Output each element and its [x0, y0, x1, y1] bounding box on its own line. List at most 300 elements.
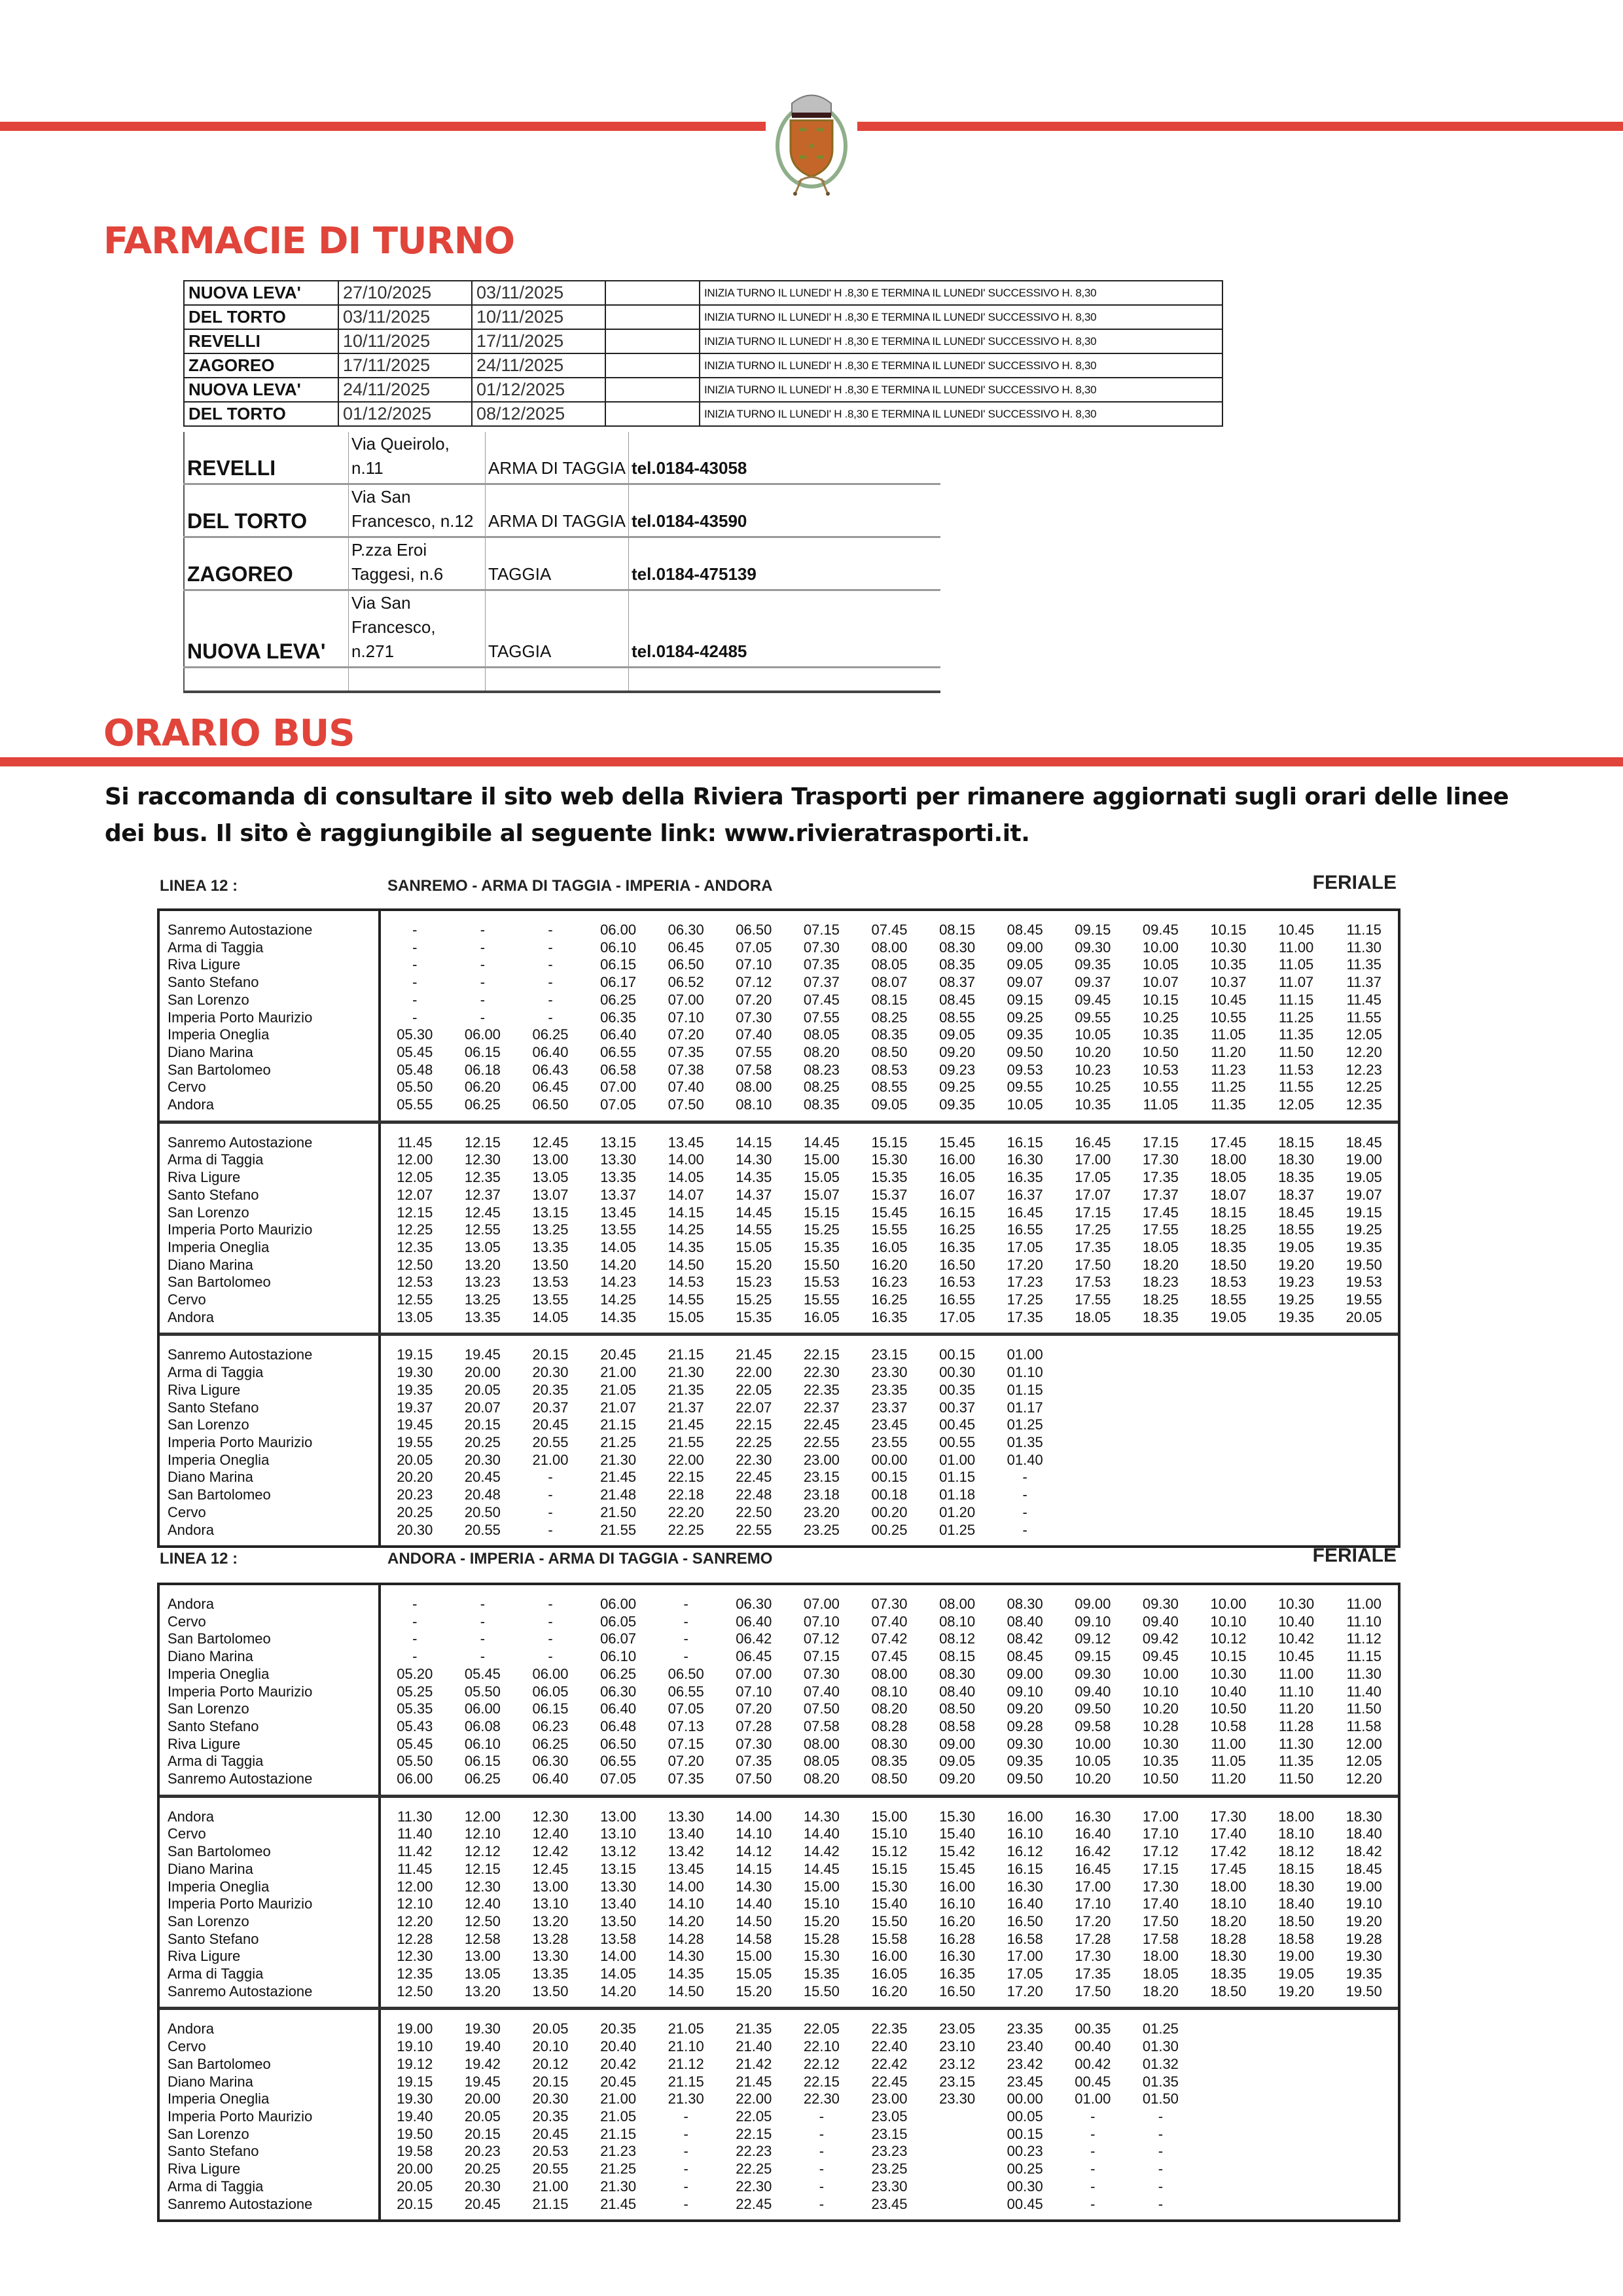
- departure-time: 20.45: [532, 2125, 569, 2142]
- departure-time: 21.23: [600, 2143, 637, 2160]
- departure-time: 23.00: [803, 1451, 840, 1468]
- trip-column: [516, 922, 584, 1114]
- departure-time: 06.50: [668, 1665, 704, 1682]
- pharmacy-city: TAGGIA: [486, 590, 629, 668]
- departure-time: 22.25: [736, 2161, 772, 2178]
- stop-name: Andora: [168, 1808, 214, 1825]
- departure-time: 12.15: [397, 1204, 433, 1221]
- departure-time: 23.15: [871, 1346, 908, 1363]
- stop-name: San Lorenzo: [168, 1204, 249, 1221]
- departure-time: 16.00: [939, 1878, 976, 1895]
- departure-time: 19.00: [397, 2020, 433, 2037]
- departure-time: 16.10: [939, 1895, 976, 1912]
- departure-time: 00.40: [1075, 2038, 1111, 2055]
- departure-time: 07.20: [736, 991, 772, 1008]
- departure-time: 07.10: [803, 1613, 840, 1630]
- stop-name: Andora: [168, 1596, 214, 1612]
- departure-time: 12.05: [1278, 1096, 1315, 1113]
- departure-time: 14.45: [803, 1134, 840, 1151]
- trip-column: [855, 922, 923, 1114]
- departure-time: 16.55: [1007, 1221, 1043, 1238]
- departure-time: 08.25: [803, 1079, 840, 1096]
- departure-time: 20.20: [397, 1469, 433, 1486]
- trip-column: [516, 1134, 584, 1327]
- departure-time: 07.20: [736, 1700, 772, 1717]
- departure-time: 15.45: [939, 1860, 976, 1877]
- departure-time: 18.10: [1210, 1895, 1247, 1912]
- departure-time: 10.35: [1075, 1096, 1111, 1113]
- departure-time: 06.30: [668, 922, 704, 938]
- departure-time: 06.30: [600, 1683, 637, 1700]
- trip-column: [1262, 922, 1330, 1114]
- departure-time: 21.45: [736, 1346, 772, 1363]
- departure-time: 09.23: [939, 1061, 976, 1078]
- departure-time: 10.25: [1075, 1079, 1111, 1096]
- trip-column: [1059, 922, 1127, 1114]
- departure-time: 17.30: [1075, 1948, 1111, 1965]
- departure-time: 20.23: [397, 1486, 433, 1503]
- departure-time: 08.42: [1007, 1630, 1043, 1647]
- departure-time: [923, 2161, 991, 2178]
- trip-column: [584, 922, 652, 1114]
- pharmacy-name: ZAGOREO: [184, 537, 349, 590]
- departure-time: 08.05: [803, 1753, 840, 1770]
- departure-time: 12.15: [464, 1134, 501, 1151]
- departure-time: 10.12: [1210, 1630, 1247, 1647]
- departure-time: 07.40: [736, 1026, 772, 1043]
- departure-grid: [381, 1585, 1398, 1795]
- trip-column: [1127, 1134, 1195, 1327]
- departure-time: -: [819, 2143, 825, 2160]
- departure-time: 20.45: [532, 1416, 569, 1433]
- departure-time: 00.15: [1007, 2125, 1043, 2142]
- departure-time: 15.00: [803, 1151, 840, 1168]
- departure-time: 06.45: [532, 1079, 569, 1096]
- trip-column: [652, 1346, 720, 1539]
- departure-time: 17.35: [1075, 1238, 1111, 1255]
- departure-time: 01.18: [939, 1486, 976, 1503]
- departure-time: 16.50: [939, 1982, 976, 2000]
- departure-time: 14.05: [668, 1169, 704, 1186]
- departure-time: 19.58: [397, 2143, 433, 2160]
- departure-time: 16.05: [803, 1308, 840, 1325]
- departure-time: 18.53: [1210, 1274, 1247, 1291]
- departure-time: 07.30: [736, 1735, 772, 1752]
- stop-name: Andora: [168, 1521, 214, 1538]
- departure-time: 19.37: [397, 1399, 433, 1416]
- departure-time: 07.55: [736, 1043, 772, 1060]
- departure-time: [923, 2178, 991, 2196]
- departure-time: 06.00: [600, 1596, 637, 1612]
- departure-time: 14.30: [668, 1948, 704, 1965]
- stop-name: San Bartolomeo: [168, 1630, 271, 1647]
- departure-time: 12.12: [464, 1843, 501, 1860]
- departure-time: 11.55: [1346, 1009, 1382, 1026]
- departure-time: 00.37: [939, 1399, 976, 1416]
- departure-time: 09.00: [1007, 1665, 1043, 1682]
- pharmacy-name: REVELLI: [184, 432, 349, 484]
- departure-time: 19.20: [1278, 1982, 1315, 2000]
- departure-time: 16.20: [871, 1982, 908, 2000]
- departure-time: 12.50: [464, 1912, 501, 1929]
- departure-time: 06.52: [668, 974, 704, 991]
- shift-start-date: 17/11/2025: [338, 353, 472, 378]
- departure-time: 08.25: [871, 1009, 908, 1026]
- departure-time: 06.00: [397, 1770, 433, 1787]
- trip-column: [1330, 1134, 1398, 1327]
- departure-time: -: [1158, 2195, 1164, 2212]
- departure-time: 11.10: [1278, 1683, 1314, 1700]
- stop-name: Arma di Taggia: [168, 1965, 264, 1982]
- departure-time: 13.55: [532, 1291, 569, 1308]
- departure-time: 21.15: [668, 2073, 704, 2090]
- departure-time: 18.35: [1210, 1238, 1247, 1255]
- departure-time: 07.42: [871, 1630, 908, 1647]
- departure-time: 20.25: [464, 2161, 501, 2178]
- departure-time: 07.30: [803, 1665, 840, 1682]
- roster-row: [184, 281, 1222, 305]
- departure-time: 15.30: [803, 1948, 840, 1965]
- departure-time: 12.30: [464, 1878, 501, 1895]
- departure-time: 18.45: [1278, 1204, 1315, 1221]
- departure-time: 18.15: [1278, 1860, 1315, 1877]
- departure-time: 07.45: [871, 1648, 908, 1665]
- departure-time: 19.45: [397, 1416, 433, 1433]
- departure-time: 17.10: [1142, 1825, 1179, 1842]
- departure-time: [923, 2143, 991, 2161]
- departure-time: 07.20: [668, 1753, 704, 1770]
- departure-time: 12.55: [397, 1291, 433, 1308]
- departure-time: 08.50: [939, 1700, 976, 1717]
- departure-time: 17.30: [1142, 1878, 1179, 1895]
- departure-time: 20.00: [397, 2161, 433, 2178]
- departure-time: 19.53: [1346, 1274, 1382, 1291]
- departure-time: 06.08: [464, 1717, 501, 1734]
- departure-time: 17.40: [1142, 1895, 1179, 1912]
- departure-time: 18.35: [1210, 1965, 1247, 1982]
- shift-end-date: 03/11/2025: [472, 281, 605, 305]
- departure-time: 17.55: [1075, 1291, 1111, 1308]
- departure-time: 09.00: [1007, 939, 1043, 956]
- trip-column: [991, 1134, 1059, 1327]
- trip-column: [1194, 922, 1262, 1114]
- departure-time: -: [1158, 2108, 1164, 2125]
- departure-time: 11.50: [1278, 1770, 1314, 1787]
- departure-time: 13.15: [600, 1134, 637, 1151]
- departure-time: 19.23: [1278, 1274, 1315, 1291]
- trip-column: [788, 1596, 856, 1788]
- departure-time: 11.10: [1346, 1613, 1382, 1630]
- departure-time: 12.20: [1346, 1043, 1382, 1060]
- departure-time: 08.30: [871, 1735, 908, 1752]
- departure-time: 17.35: [1007, 1308, 1043, 1325]
- departure-time: 22.30: [736, 2178, 772, 2195]
- timetable-header: [160, 1545, 1397, 1571]
- departure-time: 09.35: [1007, 1026, 1043, 1043]
- departure-time: 14.25: [600, 1291, 637, 1308]
- departure-time: 22.15: [736, 1416, 772, 1433]
- stop-name: San Bartolomeo: [168, 1061, 271, 1078]
- departure-time: 09.45: [1142, 1648, 1179, 1665]
- departure-time: 08.35: [939, 956, 976, 973]
- departure-time: 06.15: [600, 956, 637, 973]
- departure-time: 20.15: [532, 1346, 569, 1363]
- departure-time: 15.12: [871, 1843, 908, 1860]
- departure-time: 12.05: [1346, 1026, 1382, 1043]
- empty-cell: [486, 668, 629, 692]
- departure-time: -: [819, 2161, 825, 2178]
- trip-column: [516, 1346, 584, 1539]
- departure-time: -: [1158, 2125, 1164, 2142]
- departure-time: 10.42: [1278, 1630, 1315, 1647]
- departure-time: 14.35: [668, 1965, 704, 1982]
- trip-column: [720, 1346, 788, 1539]
- departure-time: 14.37: [736, 1186, 772, 1203]
- departure-time: 11.35: [1346, 956, 1382, 973]
- street-line: P.zza Eroi: [351, 540, 427, 560]
- departure-time: 09.30: [1007, 1735, 1043, 1752]
- street-line: Francesco,: [351, 617, 436, 637]
- departure-time: 18.30: [1210, 1948, 1247, 1965]
- departure-time: 01.10: [1007, 1364, 1043, 1381]
- departure-time: 19.30: [1346, 1948, 1382, 1965]
- departure-time: 18.05: [1142, 1238, 1179, 1255]
- departure-time: 12.35: [1346, 1096, 1382, 1113]
- departure-time: 15.00: [871, 1808, 908, 1825]
- trip-column: [788, 922, 856, 1114]
- departure-time: 21.37: [668, 1399, 704, 1416]
- departure-time: 13.00: [600, 1808, 637, 1825]
- departure-time: 13.30: [600, 1151, 637, 1168]
- departure-time: 09.12: [1075, 1630, 1111, 1647]
- departure-time: -: [683, 2108, 688, 2125]
- departure-time: 16.50: [939, 1256, 976, 1273]
- shift-end-date: 24/11/2025: [472, 353, 605, 378]
- departure-time: 23.30: [939, 2090, 976, 2108]
- departure-time: 19.28: [1346, 1930, 1382, 1947]
- departure-time: 00.30: [1007, 2178, 1043, 2195]
- departure-time: 14.15: [736, 1860, 772, 1877]
- departure-time: 10.05: [1007, 1096, 1043, 1113]
- departure-time: 15.40: [871, 1895, 908, 1912]
- departure-time: 23.30: [871, 1364, 908, 1381]
- departure-time: 14.53: [668, 1274, 704, 1291]
- departure-time: 16.05: [939, 1169, 976, 1186]
- departure-time: 13.15: [532, 1204, 569, 1221]
- departure-time: 20.30: [532, 1364, 569, 1381]
- departure-time: 10.28: [1142, 1717, 1179, 1734]
- departure-time: 22.18: [668, 1486, 704, 1503]
- departure-time: 07.40: [803, 1683, 840, 1700]
- departure-time: 08.40: [1007, 1613, 1043, 1630]
- departure-time: 06.05: [532, 1683, 569, 1700]
- departure-time: 13.10: [600, 1825, 637, 1842]
- departure-time: 14.10: [736, 1825, 772, 1842]
- departure-time: 16.10: [1007, 1825, 1043, 1842]
- trip-column: [923, 1596, 991, 1788]
- departure-time: 10.00: [1142, 1665, 1179, 1682]
- departure-time: 21.25: [600, 1433, 637, 1450]
- departure-time: 21.40: [736, 2038, 772, 2055]
- departure-time: 14.50: [736, 1912, 772, 1929]
- departure-time: 06.25: [532, 1026, 569, 1043]
- departure-time: 20.15: [532, 2073, 569, 2090]
- departure-time: 23.35: [871, 1381, 908, 1398]
- departure-time: 18.00: [1278, 1808, 1315, 1825]
- trip-column: [855, 1346, 923, 1539]
- departure-time: 20.55: [464, 1521, 501, 1538]
- departure-time: 06.55: [668, 1683, 704, 1700]
- departure-time: 15.25: [803, 1221, 840, 1238]
- departure-time: 14.00: [668, 1878, 704, 1895]
- departure-time: 12.00: [397, 1151, 433, 1168]
- departure-time: [923, 2108, 991, 2126]
- departure-time: 19.25: [1278, 1291, 1315, 1308]
- departure-time: 20.37: [532, 1399, 569, 1416]
- departure-time: 19.10: [397, 2038, 433, 2055]
- departure-time: 12.00: [464, 1808, 501, 1825]
- departure-time: 22.30: [736, 1451, 772, 1468]
- departure-time: -: [412, 1648, 418, 1665]
- departure-time: 19.42: [464, 2055, 501, 2072]
- trip-column: [652, 922, 720, 1114]
- departure-time: 16.15: [1007, 1134, 1043, 1151]
- departure-time: 11.12: [1346, 1630, 1382, 1647]
- departure-time: 00.05: [1007, 2108, 1043, 2125]
- departure-time: 16.00: [871, 1948, 908, 1965]
- departure-time: 09.55: [1007, 1079, 1043, 1096]
- pharmacy-name: NUOVA LEVA': [184, 281, 338, 305]
- departure-time: 06.40: [532, 1043, 569, 1060]
- departure-time: 21.55: [668, 1433, 704, 1450]
- departure-time: 00.15: [939, 1346, 976, 1363]
- departure-time: 11.50: [1278, 1043, 1314, 1060]
- stop-name: Arma di Taggia: [168, 939, 264, 956]
- departure-time: 08.58: [939, 1717, 976, 1734]
- departure-time: 10.53: [1142, 1061, 1179, 1078]
- departure-time: 18.23: [1142, 1274, 1179, 1291]
- departure-time: 07.05: [600, 1096, 637, 1113]
- departure-time: 10.10: [1142, 1683, 1179, 1700]
- departure-time: 14.40: [736, 1895, 772, 1912]
- departure-time: 06.25: [464, 1096, 501, 1113]
- departure-time: 06.15: [464, 1753, 501, 1770]
- departure-time: 12.58: [464, 1930, 501, 1947]
- trip-column: [855, 1134, 923, 1327]
- trip-column: [1194, 1808, 1262, 2001]
- departure-time: 20.55: [532, 2161, 569, 2178]
- empty-cell: [605, 305, 700, 329]
- departure-time: 10.05: [1075, 1753, 1111, 1770]
- departure-time: 23.12: [939, 2055, 976, 2072]
- stop-name: Cervo: [168, 2038, 206, 2055]
- departure-time: 00.15: [871, 1469, 908, 1486]
- departure-time: -: [548, 1469, 553, 1486]
- departure-time: 07.10: [736, 1683, 772, 1700]
- departure-time: 06.50: [532, 1096, 569, 1113]
- empty-cell: [605, 329, 700, 353]
- street-line: n.11: [351, 458, 383, 478]
- departure-time: 15.28: [803, 1930, 840, 1947]
- departure-time: 20.35: [532, 1381, 569, 1398]
- departure-time: 18.40: [1278, 1895, 1315, 1912]
- departure-time: 14.20: [600, 1256, 637, 1273]
- departure-time: 21.00: [600, 1364, 637, 1381]
- departure-time: 20.05: [464, 2108, 501, 2125]
- stop-name: Andora: [168, 1096, 214, 1113]
- departure-time: 07.45: [871, 922, 908, 938]
- stop-name: Sanremo Autostazione: [168, 1982, 313, 2000]
- departure-time: 11.05: [1211, 1753, 1246, 1770]
- trip-column: [1127, 922, 1195, 1114]
- departure-time: 00.42: [1075, 2055, 1111, 2072]
- departure-time: 09.15: [1007, 991, 1043, 1008]
- departure-time: 17.30: [1210, 1808, 1247, 1825]
- departure-time: 18.40: [1346, 1825, 1382, 1842]
- departure-time: 16.42: [1075, 1843, 1111, 1860]
- departure-time: -: [683, 1596, 688, 1612]
- departure-time: 09.45: [1142, 922, 1179, 938]
- departure-time: 17.15: [1142, 1134, 1179, 1151]
- departure-time: 01.32: [1142, 2055, 1179, 2072]
- stop-name: Imperia Oneglia: [168, 1665, 270, 1682]
- departure-time: 00.55: [939, 1433, 976, 1450]
- pharmacies-title: FARMACIE DI TURNO: [103, 220, 515, 262]
- departure-time: 17.07: [1075, 1186, 1111, 1203]
- departure-time: 09.50: [1075, 1700, 1111, 1717]
- stop-name: Imperia Oneglia: [168, 1238, 270, 1255]
- trip-column: [991, 1596, 1059, 1788]
- departure-time: 17.00: [1075, 1151, 1111, 1168]
- trip-column: [788, 1134, 856, 1327]
- trip-column: [449, 2020, 517, 2213]
- trip-column: [1059, 1808, 1127, 2001]
- stop-list: [160, 1124, 381, 1333]
- departure-time: 21.30: [668, 2090, 704, 2108]
- departure-time: 17.35: [1075, 1965, 1111, 1982]
- departure-time: 18.50: [1278, 1912, 1315, 1929]
- departure-time: -: [683, 2143, 688, 2160]
- departure-time: 21.05: [668, 2020, 704, 2037]
- departure-time: 15.30: [871, 1878, 908, 1895]
- stop-name: Cervo: [168, 1291, 206, 1308]
- departure-time: 19.35: [1278, 1308, 1315, 1325]
- departure-time: 08.28: [871, 1717, 908, 1734]
- departure-time: 14.35: [600, 1308, 637, 1325]
- departure-time: 13.10: [532, 1895, 569, 1912]
- departure-time: 13.53: [532, 1274, 569, 1291]
- line-number: LINEA 12 :: [160, 877, 238, 895]
- departure-time: 11.05: [1211, 1026, 1246, 1043]
- departure-time: 10.10: [1210, 1613, 1247, 1630]
- departure-time: -: [412, 1613, 418, 1630]
- departure-time: 10.20: [1075, 1770, 1111, 1787]
- departure-time: 08.35: [803, 1096, 840, 1113]
- departure-time: 07.35: [803, 956, 840, 973]
- departure-time: 15.50: [803, 1256, 840, 1273]
- departure-time: 09.50: [1007, 1043, 1043, 1060]
- departure-time: 11.45: [397, 1134, 433, 1151]
- departure-time: 22.55: [736, 1521, 772, 1538]
- departure-time: 18.35: [1278, 1169, 1315, 1186]
- pharmacy-street: [349, 432, 486, 484]
- departure-time: 14.05: [532, 1308, 569, 1325]
- departure-time: 10.58: [1210, 1717, 1247, 1734]
- roster-row: [184, 329, 1222, 353]
- departure-time: 22.15: [803, 1346, 840, 1363]
- departure-time: 14.30: [803, 1808, 840, 1825]
- departure-time: 01.25: [1007, 1416, 1043, 1433]
